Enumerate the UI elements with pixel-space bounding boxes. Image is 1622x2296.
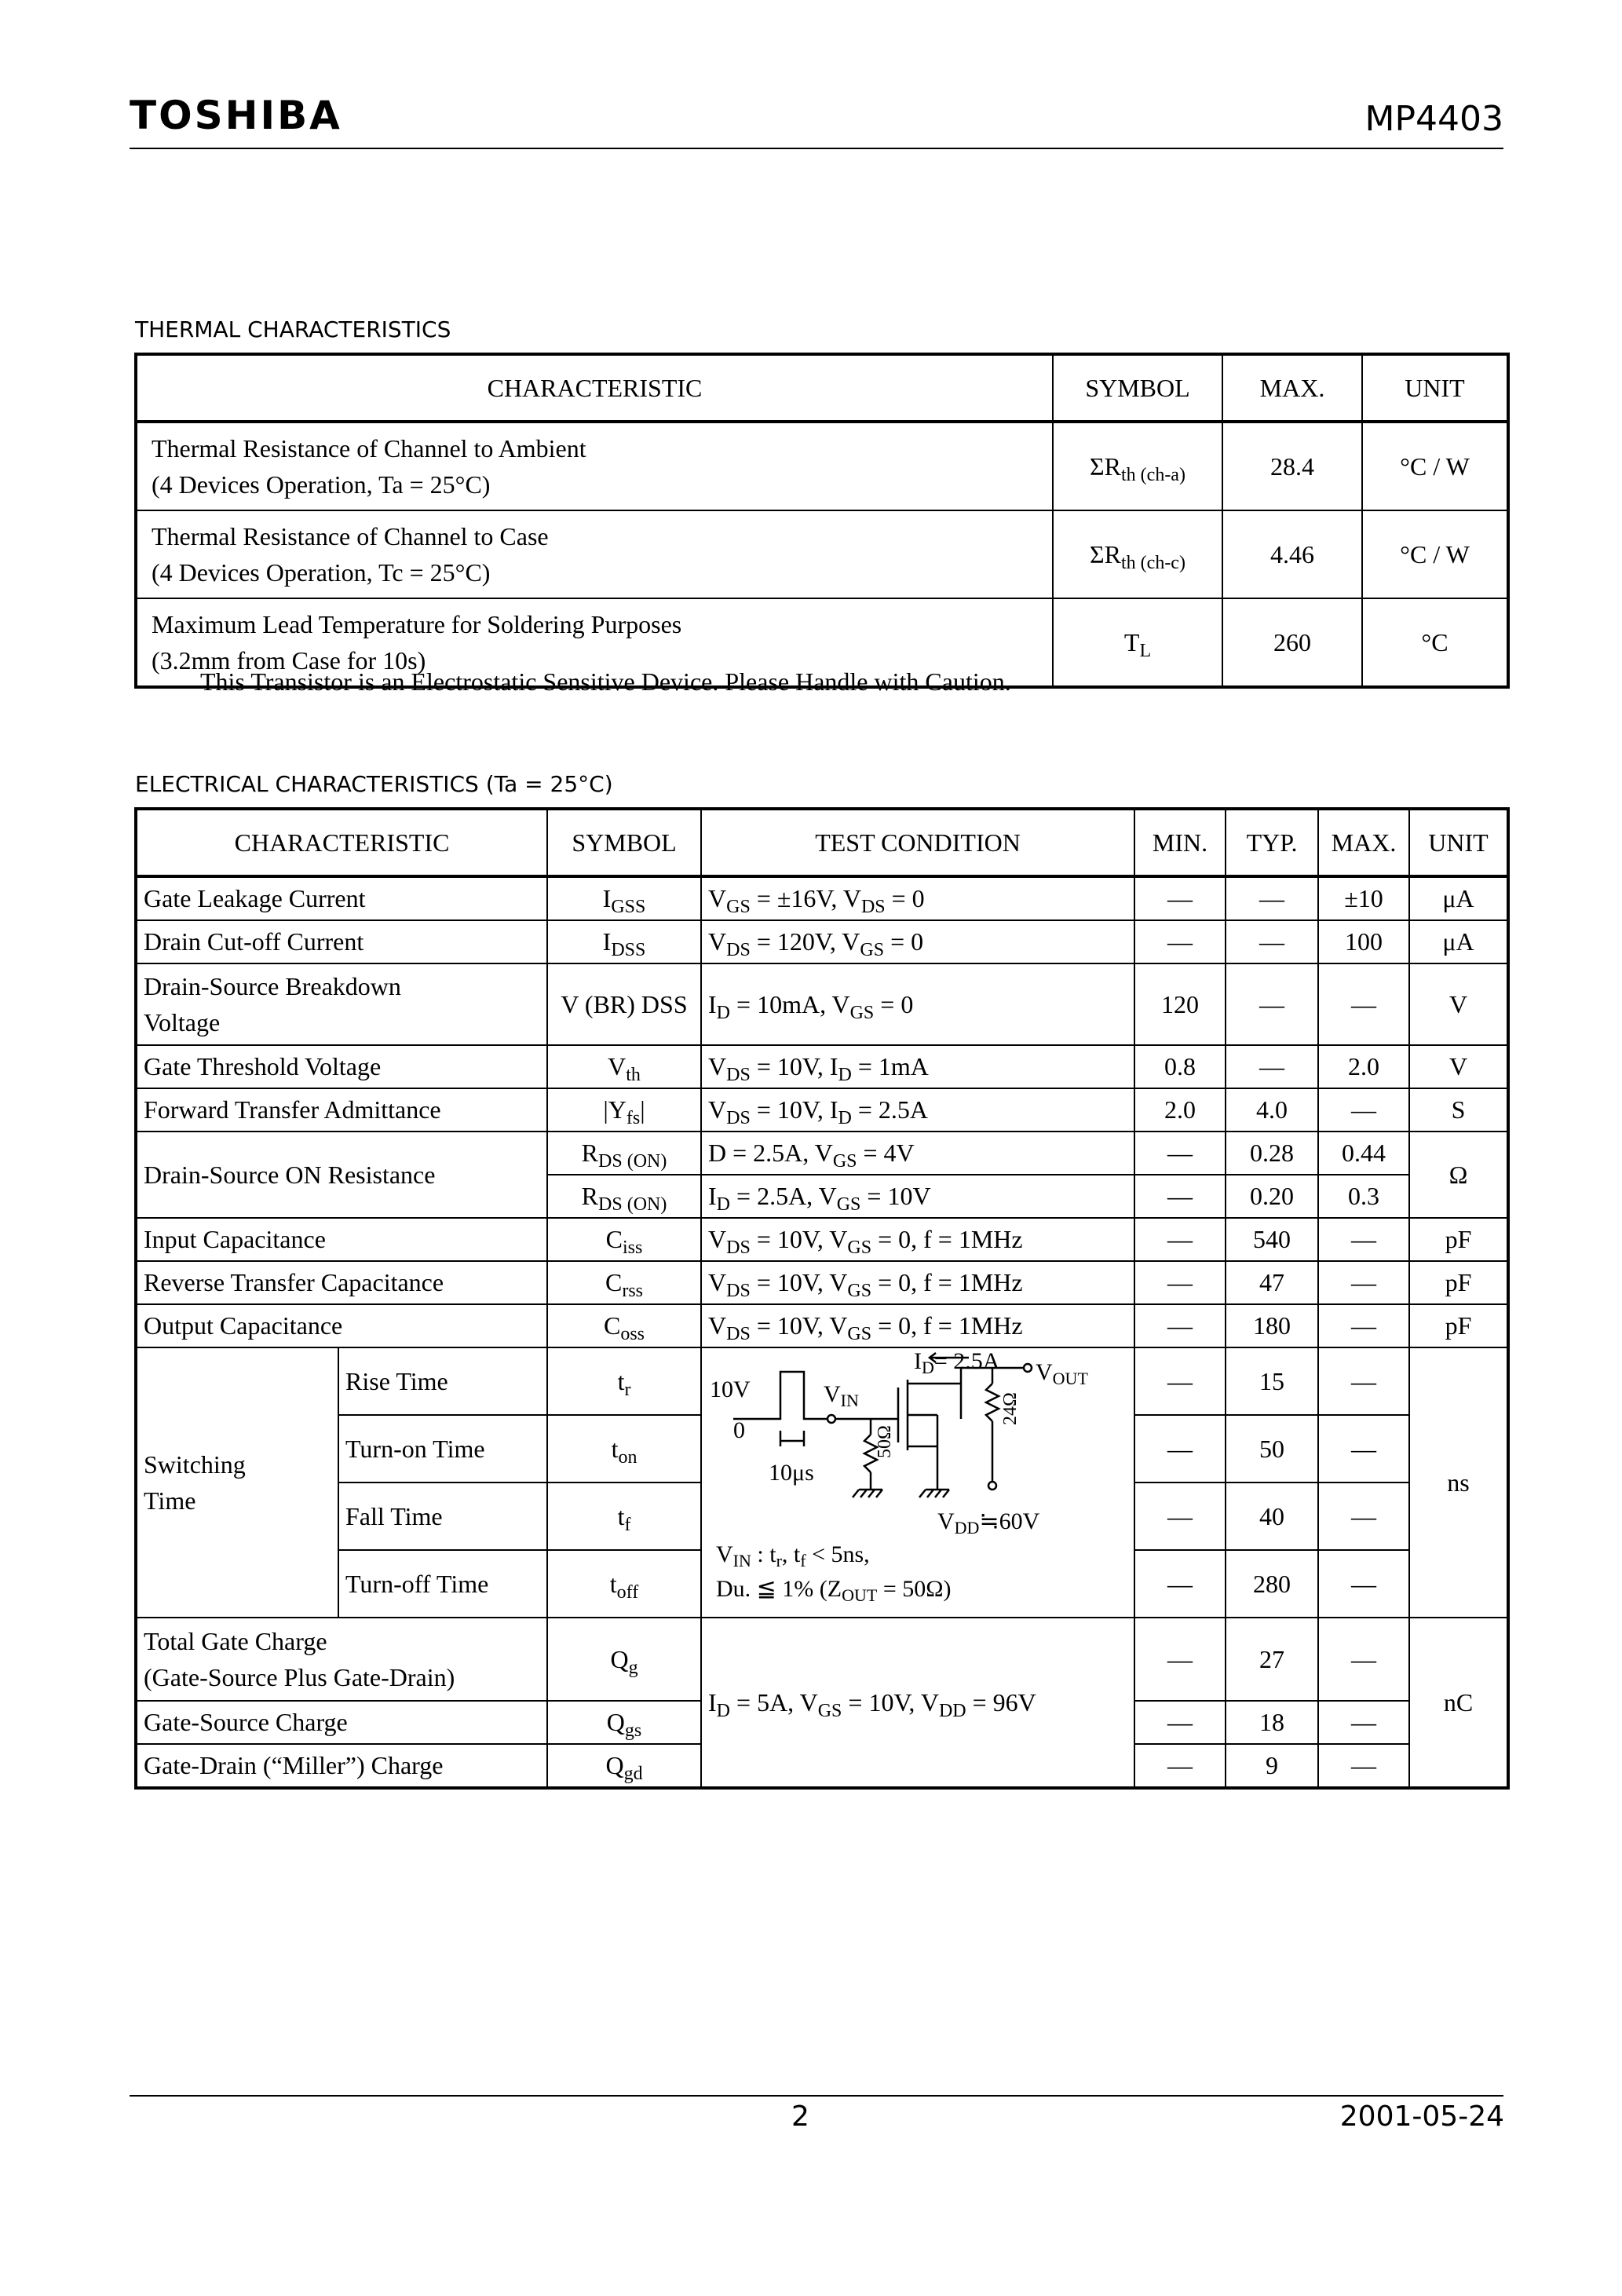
column-header: UNIT: [1362, 354, 1508, 422]
symbol-cell: [547, 1218, 701, 1261]
typ-cell: —: [1226, 963, 1318, 1045]
unit-cell: V: [1409, 963, 1508, 1045]
column-header: TYP.: [1226, 809, 1318, 876]
characteristic-cell: Input Capacitance: [136, 1218, 547, 1261]
symbol-sub: L: [1139, 640, 1152, 661]
electrical-section-title: ELECTRICAL CHARACTERISTICS (Ta = 25°C): [135, 771, 613, 797]
min-cell: —: [1134, 1304, 1226, 1347]
characteristic-cell: [136, 963, 547, 1045]
characteristic-cell: Gate Leakage Current: [136, 876, 547, 920]
symbol-cell: [547, 920, 701, 963]
symbol-sub: f: [624, 1514, 631, 1535]
switching-test-circuit-diagram: [702, 1348, 1135, 1612]
test-condition-cell: $I_D = 10mA$, $V_{GS} = 0$: [701, 963, 1134, 1045]
symbol-main: ΣR: [1090, 452, 1121, 481]
typ-cell: 40: [1226, 1483, 1318, 1550]
min-cell: —: [1134, 1415, 1226, 1483]
characteristic-cell: [136, 510, 1053, 598]
symbol-main: I: [602, 927, 612, 956]
symbol-sub: DS (ON): [598, 1151, 667, 1172]
min-cell: —: [1134, 1744, 1226, 1788]
characteristic-cell: Gate-Drain (“Miller”) Charge: [136, 1744, 547, 1788]
symbol-cell: [547, 1701, 701, 1744]
test-condition-cell: $I_D = 2.5A$, $V_{GS} = 10V$: [701, 1175, 1134, 1218]
symbol-sub: r: [624, 1379, 631, 1400]
characteristic-cell: Turn-on Time: [338, 1415, 547, 1483]
switching-group-cell: [136, 1347, 338, 1618]
characteristic-line: Thermal Resistance of Channel to Case: [152, 522, 549, 550]
table-row: [136, 1132, 1508, 1175]
test-condition-cell: D = 2.5A, $V_{GS} = 4V$: [701, 1132, 1134, 1175]
symbol-main: t: [617, 1366, 625, 1395]
max-cell: 28.4: [1222, 422, 1362, 510]
unit-cell: nC: [1409, 1618, 1508, 1788]
symbol-main: t: [609, 1569, 617, 1598]
symbol-sub: oss: [620, 1324, 645, 1344]
characteristic-line: Maximum Lead Temperature for Soldering Purposes: [152, 610, 682, 638]
min-cell: 2.0: [1134, 1088, 1226, 1132]
min-cell: —: [1134, 920, 1226, 963]
symbol-main: Q: [606, 1708, 625, 1736]
typ-cell: —: [1226, 920, 1318, 963]
table-row: [136, 1218, 1508, 1261]
max-cell: —: [1318, 1415, 1409, 1483]
group-label-line: Time: [144, 1486, 196, 1515]
table-header-row: [136, 354, 1508, 422]
max-cell: 4.46: [1222, 510, 1362, 598]
table-row: [136, 1618, 1508, 1701]
column-header: TEST CONDITION: [701, 809, 1134, 876]
symbol-main: Q: [605, 1751, 624, 1779]
symbol-main: I: [602, 884, 612, 912]
table-row: [136, 1261, 1508, 1304]
symbol-cell: [1053, 510, 1222, 598]
typ-cell: 18: [1226, 1701, 1318, 1744]
symbol-cell: [547, 1415, 701, 1483]
table-row: [136, 1088, 1508, 1132]
max-cell: —: [1318, 1744, 1409, 1788]
symbol-cell: [547, 1744, 701, 1788]
symbol-sub: rss: [622, 1281, 644, 1301]
pulse-high-label: 10V: [710, 1377, 751, 1402]
brand-logo: TOSHIBA: [130, 93, 342, 138]
test-condition-cell: $V_{DS} = 10V$, $V_{GS} = 0$, f = 1MHz: [701, 1218, 1134, 1261]
max-cell: —: [1318, 1261, 1409, 1304]
column-header: CHARACTERISTIC: [136, 354, 1053, 422]
page-header: [130, 93, 1503, 149]
column-header: SYMBOL: [1053, 354, 1222, 422]
thermal-table: [134, 353, 1510, 689]
characteristic-line: Drain-Source Breakdown: [144, 972, 401, 1000]
symbol-sub: th (ch-a): [1121, 464, 1185, 485]
symbol-main: t: [611, 1434, 619, 1463]
symbol-cell: [1053, 598, 1222, 687]
symbol-sub: gd: [623, 1764, 643, 1784]
characteristic-line: Total Gate Charge: [144, 1627, 327, 1655]
symbol-cell: [547, 1618, 701, 1701]
id-label: $I_D= 2.5A$: [914, 1348, 1000, 1377]
typ-cell: 4.0: [1226, 1088, 1318, 1132]
min-cell: —: [1134, 876, 1226, 920]
unit-cell: °C: [1362, 598, 1508, 687]
resistor-24ohm: [986, 1384, 999, 1421]
typ-cell: 9: [1226, 1744, 1318, 1788]
typ-cell: —: [1226, 1045, 1318, 1088]
symbol-main: Q: [610, 1644, 629, 1673]
typ-cell: 50: [1226, 1415, 1318, 1483]
unit-cell: ns: [1409, 1347, 1508, 1618]
characteristic-cell: [136, 422, 1053, 510]
max-cell: 260: [1222, 598, 1362, 687]
symbol-main: T: [1123, 627, 1140, 656]
thermal-section-title: THERMAL CHARACTERISTICS: [135, 316, 451, 342]
table-row: [136, 1347, 1508, 1415]
characteristic-line: (Gate-Source Plus Gate-Drain): [144, 1663, 455, 1691]
typ-cell: 540: [1226, 1218, 1318, 1261]
symbol-sub: gs: [624, 1720, 642, 1741]
test-condition-cell: $V_{DS} = 10V$, $I_D = 2.5A$: [701, 1088, 1134, 1132]
characteristic-line: (4 Devices Operation, Ta = 25°C): [152, 470, 491, 499]
unit-cell: pF: [1409, 1261, 1508, 1304]
unit-cell: °C / W: [1362, 422, 1508, 510]
min-cell: —: [1134, 1347, 1226, 1415]
resistor-24ohm-label: 24Ω: [1000, 1392, 1021, 1425]
characteristic-cell: Gate-Source Charge: [136, 1701, 547, 1744]
min-cell: 120: [1134, 963, 1226, 1045]
vin-label: $V_{IN}$: [824, 1381, 859, 1410]
test-condition-cell: $V_{DS} = 10V$, $I_D = 1mA$: [701, 1045, 1134, 1088]
symbol-sub: GSS: [611, 897, 646, 917]
esd-caution-note: This Transistor is an Electrostatic Sensitive Device. Please Handle with Caution.: [200, 667, 1011, 696]
min-cell: —: [1134, 1261, 1226, 1304]
part-number: MP4403: [1364, 99, 1503, 139]
max-cell: —: [1318, 1088, 1409, 1132]
symbol-sub: th (ch-c): [1121, 552, 1185, 573]
symbol-sub: on: [618, 1446, 637, 1468]
min-cell: —: [1134, 1550, 1226, 1618]
min-cell: —: [1134, 1132, 1226, 1175]
table-row: [136, 920, 1508, 963]
characteristic-line: Thermal Resistance of Channel to Ambient: [152, 434, 586, 462]
symbol-cell: [1053, 422, 1222, 510]
symbol-sub: off: [616, 1581, 639, 1603]
symbol-cell: [547, 1045, 701, 1088]
max-cell: —: [1318, 1550, 1409, 1618]
table-row: [136, 1304, 1508, 1347]
characteristic-line: (4 Devices Operation, Tc = 25°C): [152, 558, 491, 587]
min-cell: —: [1134, 1701, 1226, 1744]
symbol-cell: [547, 876, 701, 920]
test-condition-cell: $V_{DS} = 120V$, $V_{GS} = 0$: [701, 920, 1134, 963]
typ-cell: 0.20: [1226, 1175, 1318, 1218]
group-label-line: Switching: [144, 1450, 246, 1479]
symbol-cell: [547, 1175, 701, 1218]
characteristic-cell: Forward Transfer Admittance: [136, 1088, 547, 1132]
characteristic-line: Voltage: [144, 1008, 221, 1036]
table-row: [136, 1045, 1508, 1088]
symbol-sub: th: [626, 1065, 641, 1085]
symbol-main: ΣR: [1090, 539, 1121, 569]
symbol-cell: [547, 1088, 701, 1132]
characteristic-cell: Drain-Source ON Resistance: [136, 1132, 547, 1218]
table-header-row: [136, 809, 1508, 876]
unit-cell: pF: [1409, 1304, 1508, 1347]
test-condition-cell: $V_{GS} = \pm 16V$, $V_{DS} = 0$: [701, 876, 1134, 920]
min-cell: —: [1134, 1218, 1226, 1261]
typ-cell: 280: [1226, 1550, 1318, 1618]
symbol-sub: g: [628, 1657, 638, 1678]
unit-cell: μA: [1409, 876, 1508, 920]
max-cell: —: [1318, 1618, 1409, 1701]
min-cell: —: [1134, 1483, 1226, 1550]
unit-cell: μA: [1409, 920, 1508, 963]
typ-cell: —: [1226, 876, 1318, 920]
column-header: MAX.: [1222, 354, 1362, 422]
table-row: [136, 422, 1508, 510]
characteristic-cell: Drain Cut-off Current: [136, 920, 547, 963]
vdd-label: $V_{DD}≒60V$: [937, 1508, 1040, 1537]
column-header: MIN.: [1134, 809, 1226, 876]
symbol-sub: DS (ON): [598, 1194, 667, 1215]
symbol-main: R: [581, 1182, 599, 1210]
page-number: 2: [791, 2100, 809, 2133]
symbol-main: C: [605, 1268, 623, 1296]
vout-label: $V_{OUT}$: [1036, 1359, 1088, 1388]
symbol-cell: [547, 1261, 701, 1304]
max-cell: 2.0: [1318, 1045, 1409, 1088]
max-cell: 0.44: [1318, 1132, 1409, 1175]
electrical-table: [134, 807, 1510, 1790]
switching-test-circuit-cell: [701, 1347, 1134, 1618]
test-condition-cell: $V_{DS} = 10V$, $V_{GS} = 0$, f = 1MHz: [701, 1261, 1134, 1304]
column-header: UNIT: [1409, 809, 1508, 876]
symbol-sub: iss: [623, 1238, 643, 1258]
max-cell: ±10: [1318, 876, 1409, 920]
symbol-main: C: [605, 1225, 623, 1253]
page-footer-rule: [130, 2095, 1503, 2128]
characteristic-cell: Turn-off Time: [338, 1550, 547, 1618]
symbol-main: |Y: [603, 1095, 627, 1124]
typ-cell: 15: [1226, 1347, 1318, 1415]
min-cell: 0.8: [1134, 1045, 1226, 1088]
max-cell: —: [1318, 1218, 1409, 1261]
symbol-cell: [547, 1483, 701, 1550]
symbol-cell: [547, 1132, 701, 1175]
symbol-sub: fs: [626, 1108, 641, 1128]
unit-cell: Ω: [1409, 1132, 1508, 1218]
min-cell: —: [1134, 1175, 1226, 1218]
symbol-main: t: [617, 1501, 625, 1530]
characteristic-cell: Fall Time: [338, 1483, 547, 1550]
max-cell: 100: [1318, 920, 1409, 963]
characteristic-cell: Reverse Transfer Capacitance: [136, 1261, 547, 1304]
characteristic-cell: Output Capacitance: [136, 1304, 547, 1347]
characteristic-line: (3.2mm from Case for 10s): [152, 646, 426, 675]
column-header: SYMBOL: [547, 809, 701, 876]
typ-cell: 180: [1226, 1304, 1318, 1347]
unit-cell: °C / W: [1362, 510, 1508, 598]
table-row: [136, 963, 1508, 1045]
max-cell: 0.3: [1318, 1175, 1409, 1218]
characteristic-cell: [136, 1618, 547, 1701]
symbol-cell: V (BR) DSS: [547, 963, 701, 1045]
table-row: [136, 510, 1508, 598]
max-cell: —: [1318, 963, 1409, 1045]
typ-cell: 27: [1226, 1618, 1318, 1701]
typ-cell: 0.28: [1226, 1132, 1318, 1175]
characteristic-cell: Gate Threshold Voltage: [136, 1045, 547, 1088]
unit-cell: pF: [1409, 1218, 1508, 1261]
pulse-width-label: 10μs: [769, 1460, 814, 1486]
resistor-50ohm-label: 50Ω: [875, 1425, 896, 1458]
min-cell: —: [1134, 1618, 1226, 1701]
symbol-main: V: [608, 1052, 627, 1080]
symbol-end: |: [640, 1095, 645, 1124]
max-cell: —: [1318, 1701, 1409, 1744]
test-condition-cell: $I_D = 5A$, $V_{GS} = 10V$, $V_{DD} = 96V$: [701, 1618, 1134, 1788]
circuit-note-duty: Du. ≦ 1% $(Z_{OUT} = 50\Omega)$: [716, 1576, 952, 1605]
symbol-cell: [547, 1550, 701, 1618]
max-cell: —: [1318, 1483, 1409, 1550]
characteristic-cell: Rise Time: [338, 1347, 547, 1415]
table-row: [136, 876, 1508, 920]
circuit-note-rise-fall: $V_{IN}$ : $t_r$, $t_f < 5ns$,: [716, 1541, 870, 1570]
unit-cell: S: [1409, 1088, 1508, 1132]
column-header: MAX.: [1318, 809, 1409, 876]
symbol-main: C: [604, 1311, 621, 1340]
typ-cell: 47: [1226, 1261, 1318, 1304]
pulse-low-label: 0: [733, 1417, 746, 1443]
max-cell: —: [1318, 1304, 1409, 1347]
max-cell: —: [1318, 1347, 1409, 1415]
symbol-sub: DSS: [611, 940, 646, 960]
document-date: 2001-05-24: [1339, 2100, 1504, 2133]
symbol-cell: [547, 1347, 701, 1415]
symbol-main: R: [581, 1139, 599, 1167]
test-condition-cell: $V_{DS} = 10V$, $V_{GS} = 0$, f = 1MHz: [701, 1304, 1134, 1347]
symbol-cell: [547, 1304, 701, 1347]
column-header: CHARACTERISTIC: [136, 809, 547, 876]
unit-cell: V: [1409, 1045, 1508, 1088]
